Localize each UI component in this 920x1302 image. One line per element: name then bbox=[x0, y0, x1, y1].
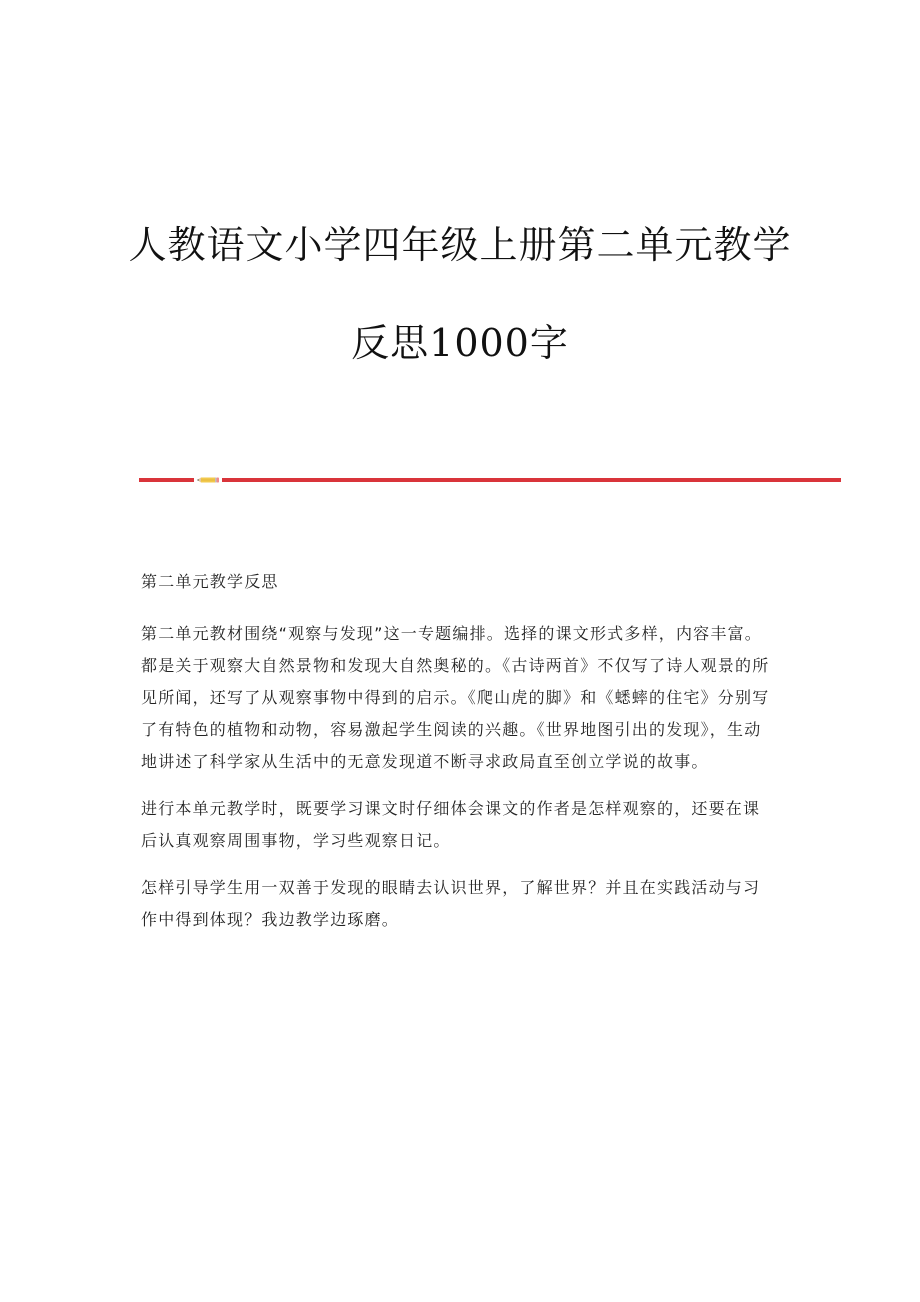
body-paragraph-1: 第二单元教材围绕“观察与发现”这一专题编排。选择的课文形式多样，内容丰富。都是关于观察大自然景物和发现大自然奥秘的。《古诗两首》不仅写了诗人观景的所见所闻，还写了从观察事物中得到的启示。《爬山虎的脚》和《蟋蟀的住宅》分别写了有特色的植物和动物，容易激起学生阅读的兴趣。《世界地图引出的发现》，生动地讲述了科学家从生活中的无意发现道不断寻求政局直至创立学说的故事。 bbox=[141, 624, 770, 771]
section-heading: 第二单元教学反思 bbox=[141, 572, 279, 591]
title-divider bbox=[139, 476, 841, 484]
pencil-icon bbox=[197, 477, 219, 483]
divider-bar-right bbox=[222, 478, 841, 482]
document-body bbox=[141, 566, 777, 951]
divider-bar-left bbox=[139, 478, 194, 482]
body-paragraph-2: 进行本单元教学时，既要学习课文时仔细体会课文的作者是怎样观察的，还要在课后认真观察周围事物，学习些观察日记。 bbox=[141, 799, 761, 850]
page-title-line-1: 人教语文小学四年级上册第二单元教学 bbox=[128, 223, 792, 267]
page-title-line-2: 反思1000字 bbox=[351, 321, 569, 365]
body-paragraph-3: 怎样引导学生用一双善于发现的眼睛去认识世界，了解世界？并且在实践活动与习作中得到体现？我边教学边琢磨。 bbox=[141, 878, 761, 929]
